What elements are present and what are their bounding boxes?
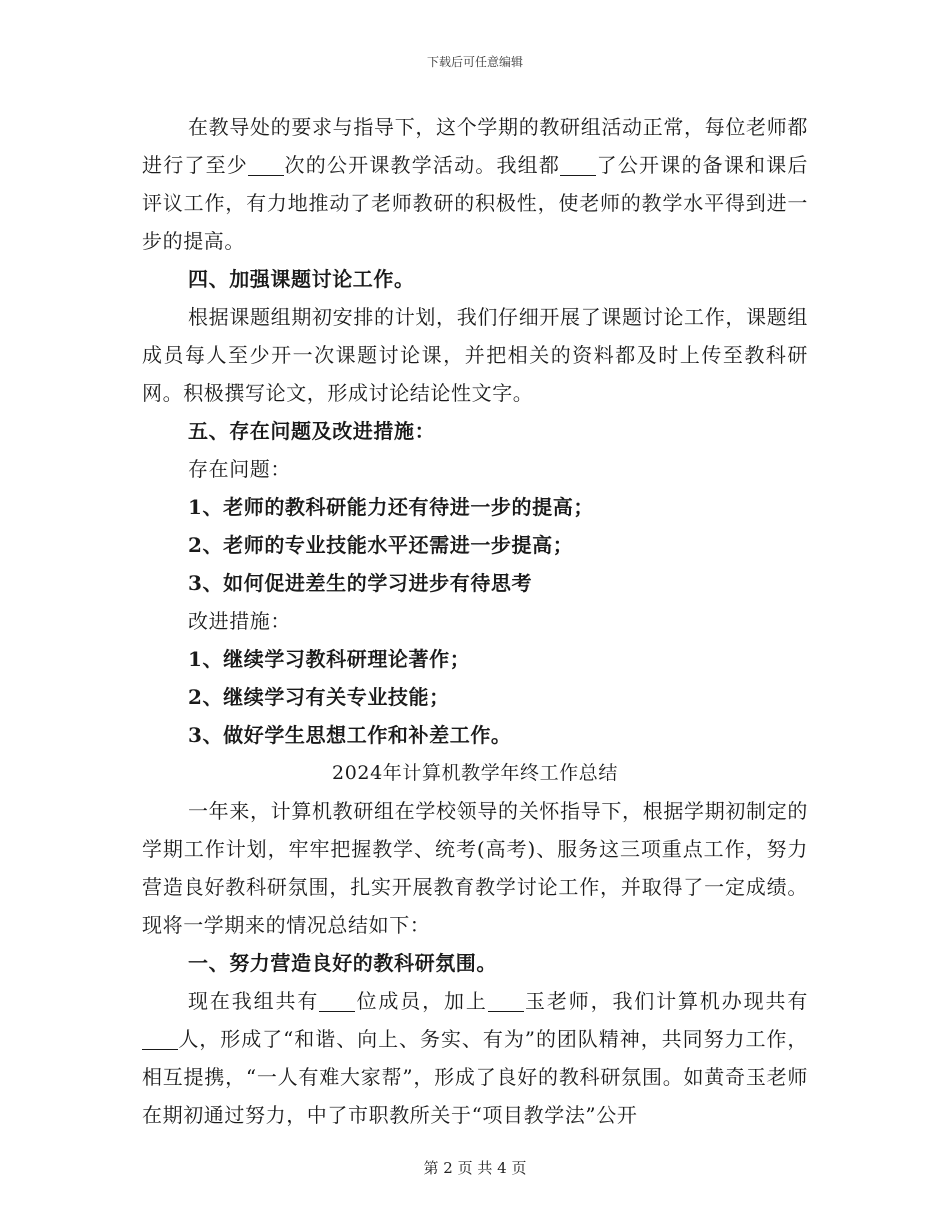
- fill-blank: [142, 1029, 178, 1050]
- section-heading-5: 五、存在问题及改进措施：: [188, 419, 436, 443]
- subheading-measures: 改进措施：: [188, 609, 291, 633]
- fill-blank: [560, 155, 596, 176]
- problem-item-3: 3、如何促进差生的学习进步有待思考: [188, 571, 533, 595]
- paragraph-text: 现在我组共有: [188, 989, 320, 1013]
- fill-blank: [248, 155, 284, 176]
- problem-item-2: 2、老师的专业技能水平还需进一步提高；: [188, 533, 574, 557]
- paragraph-text: 了公开课的备课和课后评议工作，有力地推动了老师教研的积极性，使老师的教学水平得到进一步的提高。: [142, 153, 809, 253]
- header-note: 下载后可任意编辑: [426, 55, 523, 69]
- paragraph-text: 位成员，加上: [355, 989, 488, 1013]
- paragraph-text: 玉老师，我们计算机办现共有: [523, 989, 808, 1013]
- paragraph-team: [142, 982, 808, 1134]
- section-heading-4: 四、加强课题讨论工作。: [188, 267, 415, 291]
- measure-item-3: 3、做好学生思想工作和补差工作。: [188, 723, 512, 747]
- paragraph-intro: 一年来，计算机教研组在学校领导的关怀指导下，根据学期初制定的学期工作计划，牢牢把握教学、统考(高考)、服务这三项重点工作，努力营造良好教科研氛围，扎实开展教育教学讨论工作，并取得了一定成绩。现将一学期来的情况总结如下：: [142, 799, 808, 937]
- document-body: [142, 108, 808, 1134]
- paragraph-text: 次的公开课教学活动。我组都: [283, 153, 561, 177]
- problem-item-1: 1、老师的教科研能力还有待进一步的提高；: [188, 495, 594, 519]
- subheading-problems: 存在问题：: [188, 457, 291, 481]
- fill-blank: [488, 991, 524, 1012]
- section-heading-1: 一、努力营造良好的教科研氛围。: [188, 951, 497, 975]
- measure-item-2: 2、继续学习有关专业技能；: [188, 685, 450, 709]
- fill-blank: [319, 991, 355, 1012]
- paragraph-activities: [142, 108, 808, 260]
- measure-item-1: 1、继续学习教科研理论著作；: [188, 647, 471, 671]
- paragraph-text: 人，形成了“和谐、向上、务实、有为”的团队精神，共同努力工作，相互提携，“一人有难大家帮”，形成了良好的教科研氛围。如黄奇玉老师在期初通过努力，中了市职教所关于“项目教学法”公开: [142, 1027, 808, 1127]
- paragraph-text: 在教导处的要求与指导下，这个学期的教研组活动正常，每位老师都进行了至少: [142, 115, 808, 177]
- page-number: 第 2 页 共 4 页: [423, 1159, 527, 1177]
- document-title: 2024年计算机教学年终工作总结: [332, 762, 618, 784]
- paragraph-research: 根据课题组期初安排的计划，我们仔细开展了课题讨论工作，课题组成员每人至少开一次课题讨论课，并把相关的资料都及时上传至教科研网。积极撰写论文，形成讨论结论性文字。: [142, 305, 808, 405]
